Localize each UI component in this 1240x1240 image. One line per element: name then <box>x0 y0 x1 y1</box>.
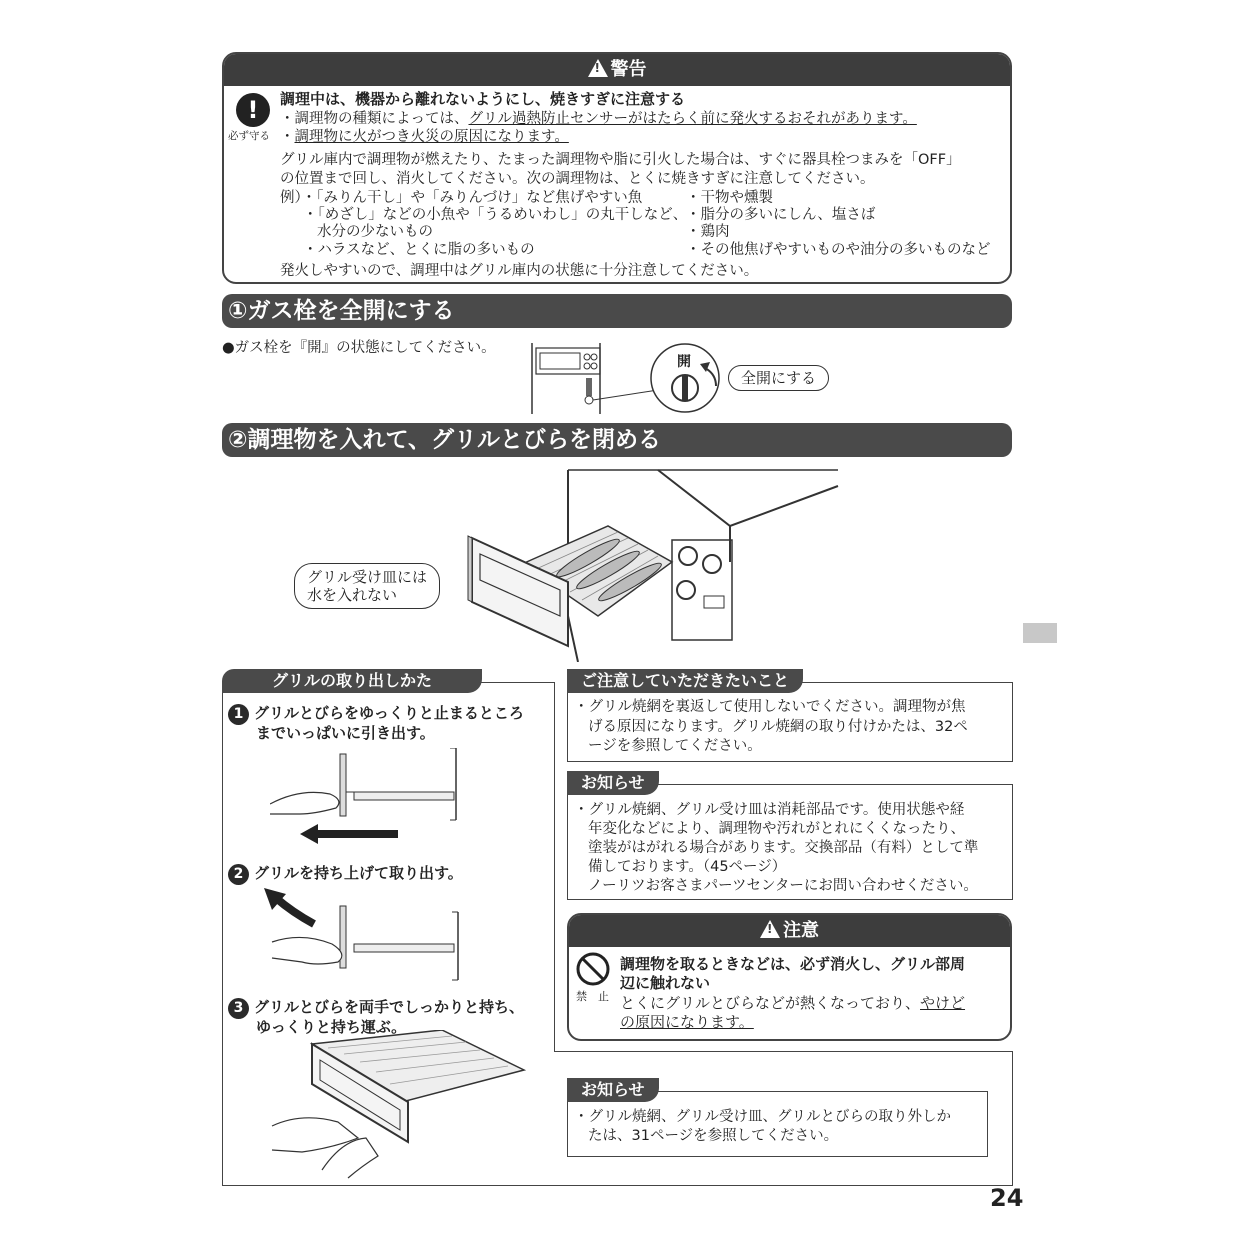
water-callout <box>294 563 440 609</box>
step-3-number: 3 <box>228 998 249 1019</box>
warning-heading: 調理中は、機器から離れないようにし、焼きすぎに注意する <box>280 90 686 108</box>
notice-2-line-2: たは、31ページを参照してください。 <box>588 1128 839 1144</box>
example-left-3: 水分の少ないもの <box>317 224 433 240</box>
step-1-pull-illustration <box>270 748 470 848</box>
caution-body-text: とくにグリルとびらなどが熱くなっており、 <box>620 994 921 1012</box>
warning-triangle-icon <box>588 59 608 77</box>
section-2-heading: ②調理物を入れて、グリルとびらを閉める <box>222 423 1012 457</box>
page-number: 24 <box>990 1184 1024 1212</box>
removal-panel-right-line <box>1012 1051 1013 1186</box>
example-right-4: ・その他焦げやすいものや油分の多いものなど <box>686 242 991 258</box>
step-3-line-2: ゆっくりと持ち運ぶ。 <box>256 1018 407 1036</box>
caution-title: 注意 <box>783 920 819 941</box>
step-2-text: グリルを持ち上げて取り出す。 <box>254 864 463 882</box>
warning-body-line-2: の位置まで回し、消火してください。次の調理物は、とくに焼きすぎに注意してください。 <box>280 171 875 187</box>
step-3-carry-illustration <box>262 1030 532 1180</box>
side-index-tab <box>1023 623 1057 643</box>
example-right-1: ・干物や燻製 <box>686 190 773 206</box>
warning-bullet-2-underlined: 調理物に火がつき火災の原因になります。 <box>294 129 569 145</box>
caution-heading-line-1: 調理物を取るときなどは、必ず消火し、グリル部周 <box>620 955 966 973</box>
step-1-number: 1 <box>228 704 249 725</box>
example-left-4: ・ハラスなど、とくに脂の多いもの <box>303 242 535 258</box>
notice-1-line-3: 塗装がはがれる場合があります。交換部品（有料）として準 <box>588 840 979 856</box>
warning-footer: 発火しやすいので、調理中はグリル庫内の状態に十分注意してください。 <box>280 263 759 279</box>
caution-triangle-icon <box>760 920 780 938</box>
notice-1-line-5: ノーリツお客さまパーツセンターにお問い合わせください。 <box>588 878 978 894</box>
warning-bullet-1-underlined: グリル過熱防止センサーがはたらく前に発火するおそれがあります。 <box>468 111 917 127</box>
water-callout-line-1: グリル受け皿には <box>307 568 428 586</box>
step-1-line-2: までいっぱいに引き出す。 <box>256 724 435 742</box>
removal-panel-top-right-line <box>554 1051 1013 1052</box>
attention-line-2: げる原因になります。グリル焼網の取り付けかたは、32ペ <box>588 719 968 735</box>
gas-valve-illustration <box>530 338 730 416</box>
step-2-number: 2 <box>228 864 249 885</box>
notice-2-title: お知らせ <box>567 1078 659 1102</box>
must-do-icon: ! <box>236 93 270 127</box>
section-1-heading: ①ガス栓を全開にする <box>222 294 1012 328</box>
valve-open-label: 開 <box>677 354 691 370</box>
removal-step-3 <box>228 998 524 1019</box>
caution-header <box>569 915 1010 947</box>
full-open-callout: 全開にする <box>728 365 829 391</box>
attention-notice-title: ご注意していただきたいこと <box>567 669 803 693</box>
removal-step-1 <box>228 704 524 725</box>
grill-drawer-illustration <box>458 466 848 662</box>
notice-1-title: お知らせ <box>567 771 659 795</box>
attention-line-3: ージを参照してください。 <box>588 738 762 754</box>
warning-bullet-1-text: ・調理物の種類によっては、 <box>280 111 469 127</box>
warning-bullet-2 <box>280 128 569 147</box>
notice-1-line-4: 備しております。（45ページ） <box>588 859 787 875</box>
example-right-3: ・鶏肉 <box>686 224 730 240</box>
notice-1-line-1: ・グリル焼網、グリル受け皿は消耗部品です。使用状態や経 <box>574 802 965 818</box>
warning-header <box>224 54 1010 86</box>
removal-step-2 <box>228 864 463 885</box>
caution-heading-line-2: 辺に触れない <box>620 974 711 992</box>
removal-panel-left-line <box>222 682 223 1052</box>
warning-title: 警告 <box>610 59 647 80</box>
removal-title: グリルの取り出しかた <box>222 669 482 693</box>
caution-body-underlined-1: やけど <box>920 994 966 1012</box>
example-left-2: ・「めざし」などの小魚や「うるめいわし」の丸干しなど、 <box>303 207 688 223</box>
warning-body-line-1: グリル庫内で調理物が燃えたり、たまった調理物や脂に引火した場合は、すぐに器具栓つまみを「OFF」 <box>280 152 961 168</box>
step-2-lift-illustration <box>262 888 472 984</box>
prohibited-icon <box>575 951 611 987</box>
prohibited-label: 禁 止 <box>576 990 609 1003</box>
water-callout-line-2: 水を入れない <box>307 586 398 604</box>
caution-body-line-2: の原因になります。 <box>620 1013 754 1031</box>
must-do-label: 必ず守る <box>228 130 270 142</box>
section-1-instruction: ●ガス栓を『開』の状態にしてください。 <box>222 340 496 356</box>
example-left-1: 例）・「みりん干し」や「みりんづけ」など焦げやすい魚 <box>280 190 643 206</box>
step-1-line-1: グリルとびらをゆっくりと止まるところ <box>254 704 524 722</box>
notice-2-line-1: ・グリル焼網、グリル受け皿、グリルとびらの取り外しか <box>574 1109 951 1125</box>
caution-body-line-1 <box>620 994 965 1013</box>
notice-1-line-2: 年変化などにより、調理物や汚れがとれにくくなったり、 <box>588 821 965 837</box>
step-3-line-1: グリルとびらを両手でしっかりと持ち、 <box>254 998 525 1016</box>
attention-line-1: ・グリル焼網を裏返して使用しないでください。調理物が焦 <box>574 699 966 715</box>
warning-bullet-1 <box>280 110 917 129</box>
warning-bullet-2-text: ・ <box>280 129 295 145</box>
example-right-2: ・脂分の多いにしん、塩さば <box>686 207 876 223</box>
